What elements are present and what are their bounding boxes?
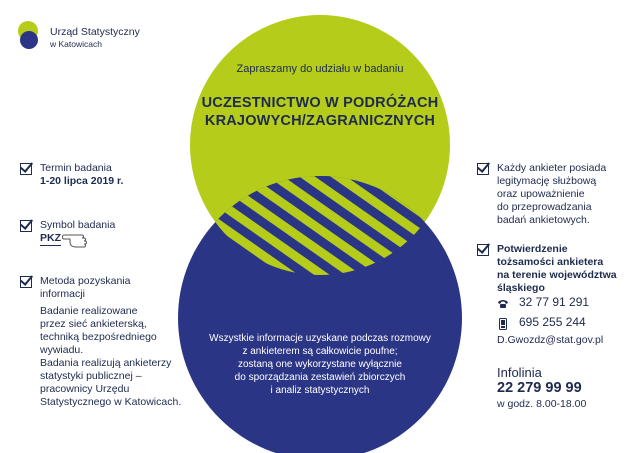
- ankieter-line: Każdy ankieter posiada: [497, 162, 607, 174]
- checkbox-checked-icon: [20, 276, 32, 288]
- checkbox-checked-icon: [20, 163, 32, 175]
- email[interactable]: D.Gwozdz@stat.gov.pl: [497, 334, 604, 346]
- survey-title: [170, 94, 470, 130]
- note-line: i analiz statystycznych: [270, 385, 370, 396]
- term-block: [40, 162, 123, 188]
- phone-icon: [497, 299, 509, 309]
- mobile-phone-icon: [499, 318, 507, 330]
- method-line: wywiadu.: [40, 344, 84, 356]
- checkbox-checked-icon: [477, 163, 489, 175]
- method-line: Badanie realizowane: [40, 305, 138, 317]
- note-line: do sporządzania zestawień zbiorczych: [234, 372, 406, 383]
- phone2[interactable]: 695 255 244: [519, 315, 586, 329]
- term-label: Termin badania: [40, 162, 112, 174]
- symbol-label: Symbol badania: [40, 219, 116, 231]
- logo-line2: w Katowicach: [50, 39, 102, 49]
- survey-title-line2: KRAJOWYCH/ZAGRANICZNYCH: [204, 113, 436, 129]
- intro-text: Zapraszamy do udziału w badaniu: [236, 63, 404, 75]
- ankieter-line: badań ankietowych.: [497, 214, 590, 226]
- ankieter-line: legitymację służbową: [497, 175, 597, 187]
- method-text: [40, 305, 181, 409]
- method-line: pracownicy Urzędu: [40, 383, 130, 395]
- note-line: Wszystkie informacje uzyskane podczas rozmowy: [209, 333, 431, 344]
- checkbox-checked-icon: [477, 244, 489, 256]
- term-value: 1-20 lipca 2019 r.: [40, 175, 124, 187]
- method-line: techniką bezpośredniego: [40, 331, 157, 343]
- method-line: przez sieć ankieterską,: [40, 318, 147, 330]
- method-line: Badania realizują ankieterzy: [40, 357, 172, 369]
- note-line: z ankieterem są całkowicie poufne;: [242, 346, 398, 357]
- symbol-value: PKZ: [40, 232, 61, 244]
- infolinia-hours: w godz. 8.00-18.00: [497, 398, 587, 410]
- phone1[interactable]: 32 77 91 291: [519, 295, 590, 309]
- confirm-line: tożsamości ankietera: [497, 256, 604, 268]
- logo: [14, 20, 154, 54]
- method-line: Statystycznego w Katowicach.: [40, 396, 182, 408]
- method-label-line2: informacji: [40, 288, 85, 300]
- note-line: zostaną one wykorzystane wyłącznie: [238, 359, 402, 370]
- ankieter-text: [497, 162, 606, 227]
- checkbox-checked-icon: [20, 220, 32, 232]
- method-block: [40, 275, 130, 301]
- confidentiality-note: [190, 332, 450, 397]
- confirm-line: Potwierdzenie: [497, 243, 568, 255]
- confirm-line: na terenie województwa: [497, 269, 617, 281]
- ankieter-line: do przeprowadzania: [497, 201, 592, 213]
- survey-title-line1: UCZESTNICTWO W PODRÓŻACH: [201, 95, 439, 111]
- ankieter-line: oraz upoważnienie: [497, 188, 585, 200]
- method-label-line1: Metoda pozyskania: [40, 275, 131, 287]
- hand-pointer-icon: [62, 226, 102, 254]
- method-line: statystyki publicznej –: [40, 370, 142, 382]
- infolinia-label: Infolinia: [497, 365, 542, 380]
- confirm-line: śląskiego: [497, 282, 545, 294]
- confirm-text: [497, 243, 617, 295]
- logo-mark: [14, 20, 44, 50]
- logo-line1: Urząd Statystyczny: [50, 26, 140, 38]
- infolinia-number[interactable]: 22 279 99 99: [497, 380, 582, 396]
